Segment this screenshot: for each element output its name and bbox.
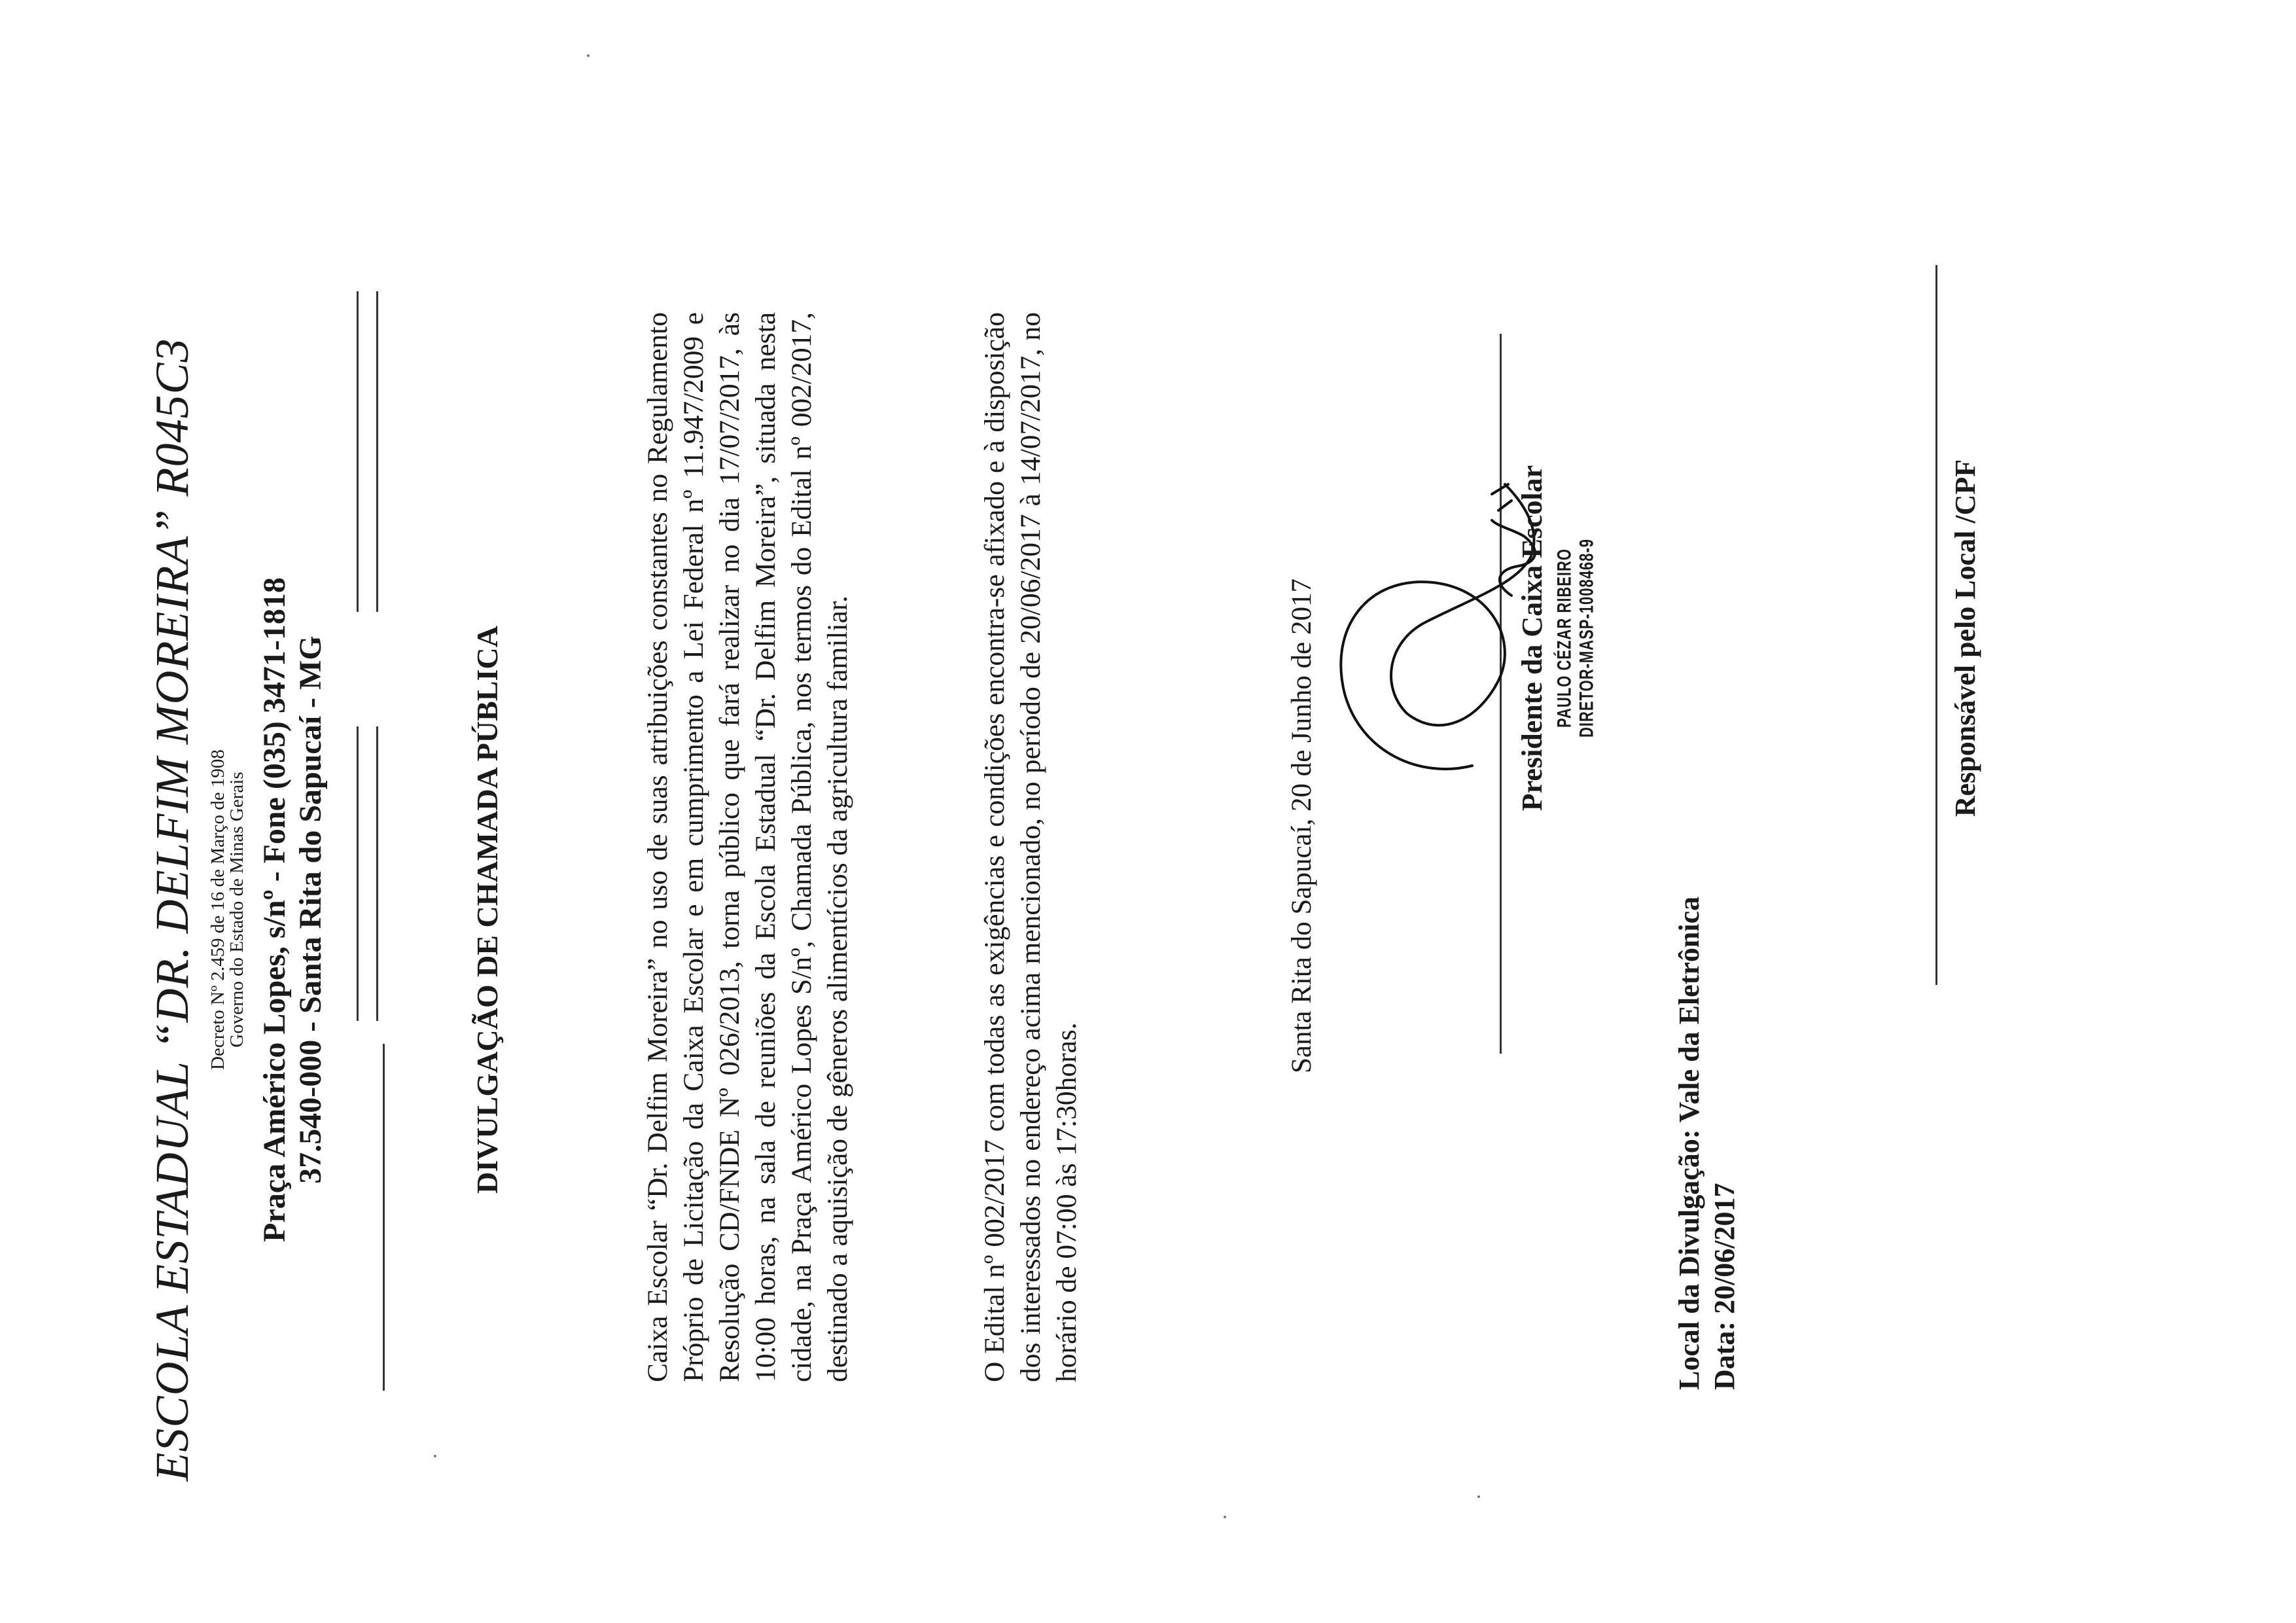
government-line: Governo do Estado de Minas Gerais — [226, 772, 247, 1048]
header-rule-right-bottom — [376, 291, 378, 612]
signer-title: Presidente da Caixa Escolar — [1516, 465, 1548, 812]
responsible-signature-line — [1935, 265, 1937, 985]
header-rule-right-top — [357, 291, 359, 612]
place-date: Santa Rita do Sapucaí, 20 de Junho de 2017 — [1286, 579, 1317, 1073]
publication-location: Local da Divulgação: Vale da Eletrônica — [1673, 896, 1705, 1390]
publication-date: Data: 20/06/2017 — [1708, 1183, 1740, 1390]
school-title: ESCOLA ESTADUAL “DR. DELFIM MOREIRA” R045C3 — [146, 338, 198, 1482]
header-rule-left-bottom — [376, 726, 378, 1021]
responsible-label: Responsável pelo Local /CPF — [1949, 459, 1981, 817]
decree-line: Decreto Nº 2.459 de 16 de Março de 1908 — [207, 749, 228, 1070]
header-rule-left-top — [357, 726, 359, 1021]
city-line: 37.540-000 - Santa Rita do Sapucaí - MG — [293, 635, 328, 1184]
document-title: DIVULGAÇÃO DE CHAMADA PÚBLICA — [470, 626, 504, 1194]
paragraph-announcement: Caixa Escolar “Dr. Delfim Moreira” no uso de suas atribuições constantes no Regulamento Próprio de Licitação da Caixa Escolar e em cumprimento a Lei Federal nº 11.947/2009 e Resolução CD/FNDE Nº 026/2013, torna público que fará realizar no dia 17/07/2017, às 10:00 horas, na sala de reuniões da Escola Estadual “Dr. Delfim Moreira”, situada nesta cidade, na Praça Américo Lopes S/nº, Chamada Pública, nos termos do Edital nº 002/2017, destinado a aquisição de gêneros alimentícios da agricultura familiar. — [642, 312, 853, 1382]
stamp-name: PAULO CÉZAR RIBEIRO — [1553, 548, 1576, 728]
paragraph-edital: O Edital nº 002/2017 com todas as exigências e condições encontra-se afixado e à disposição dos interessados no endereço acima mencionado, no período de 20/06/2017 à 14/07/2017, no horário de 07:00 às 17:30horas. — [979, 312, 1082, 1382]
address-line: Praça Américo Lopes, s/nº - Fone (035) 3471-1818 — [257, 577, 292, 1242]
header-rule-far-left — [383, 1044, 385, 1391]
stamp-role: DIRETOR-MASP-1008468-9 — [1575, 538, 1598, 738]
